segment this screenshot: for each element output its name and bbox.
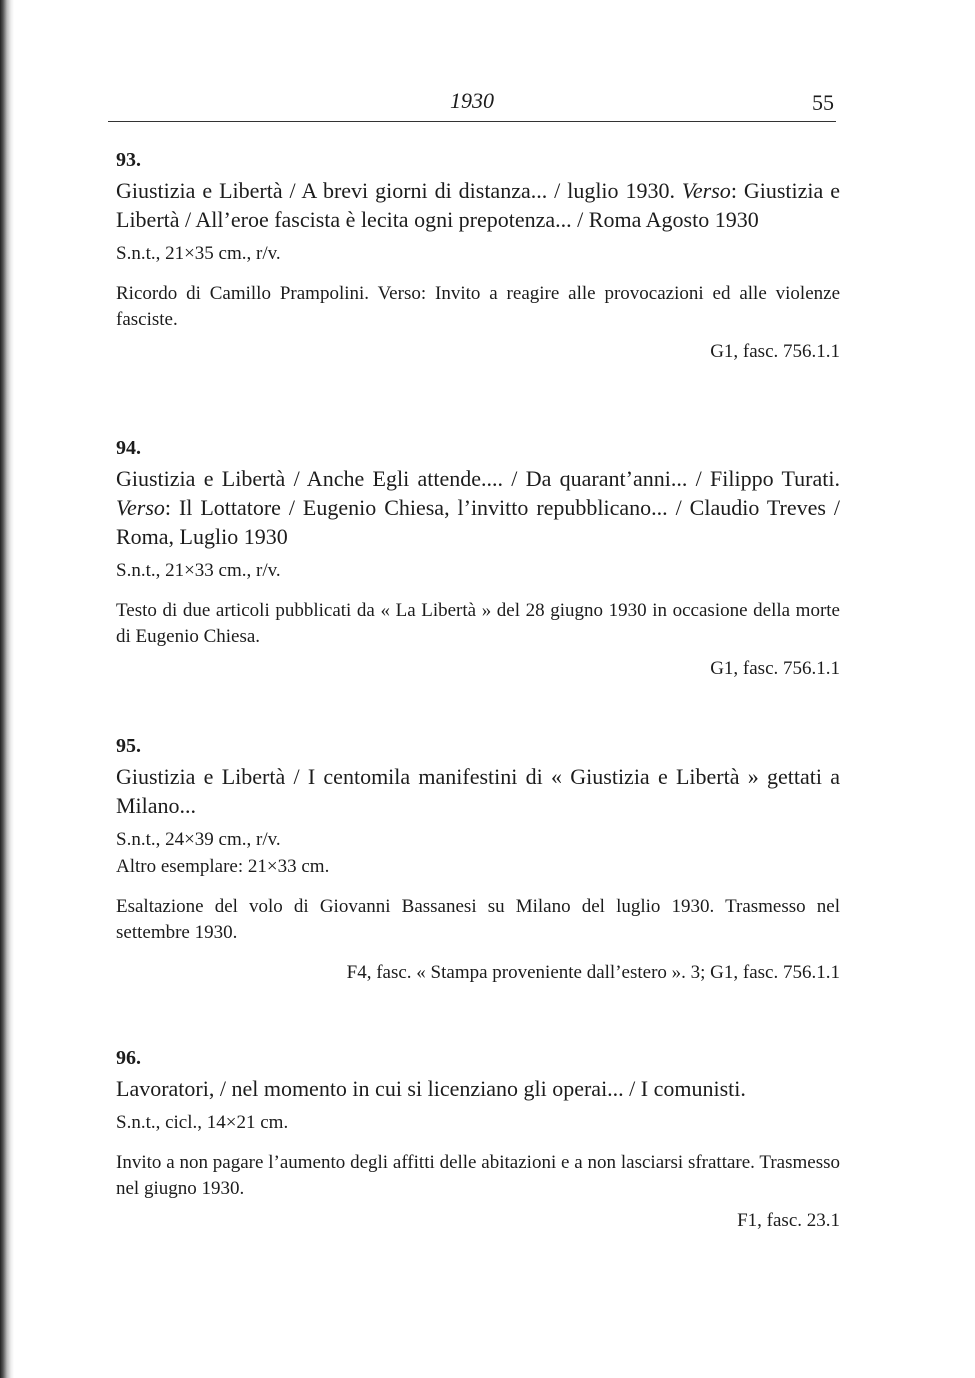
title-part: : Giustizia e Libertà / All’eroe fascista è lecita ogni prepotenza... / Roma Agosto 1930 bbox=[116, 178, 840, 232]
entry-spec: S.n.t., cicl., 14×21 cm. bbox=[116, 1112, 289, 1133]
entry-spec-extra: Altro esemplare: 21×33 cm. bbox=[116, 856, 330, 877]
title-part: Lavoratori, / nel momento in cui si licenziano gli operai... / I comunisti. bbox=[116, 1076, 746, 1101]
catalog-entry-96 bbox=[116, 1046, 840, 1234]
verso-label: Verso bbox=[116, 495, 165, 520]
entry-number: 94. bbox=[116, 437, 141, 459]
running-header-year: 1930 bbox=[450, 88, 494, 113]
title-part: Giustizia e Libertà / Anche Egli attende.... / Da quarant’anni... / Filippo Turati. bbox=[116, 466, 840, 491]
entry-note: Ricordo di Camillo Prampolini. Verso: Invito a reagire alle provocazioni ed alle violenze fasciste. bbox=[116, 283, 840, 330]
entry-number: 93. bbox=[116, 149, 141, 171]
catalog-entry-95 bbox=[116, 734, 840, 986]
entry-reference: F4, fasc. « Stampa proveniente dall’estero ». 3; G1, fasc. 756.1.1 bbox=[346, 962, 840, 983]
catalog-entry-94 bbox=[116, 436, 840, 682]
title-part: Giustizia e Libertà / A brevi giorni di distanza... / luglio 1930. bbox=[116, 178, 682, 203]
entry-title bbox=[116, 1074, 840, 1103]
page-binding-edge bbox=[0, 0, 14, 1378]
entry-spec: S.n.t., 21×35 cm., r/v. bbox=[116, 243, 281, 264]
title-part: : Il Lottatore / Eugenio Chiesa, l’invitto repubblicano... / Claudio Treves / Roma, Luglio 1930 bbox=[116, 495, 840, 549]
entry-number: 95. bbox=[116, 735, 141, 757]
entry-reference: F1, fasc. 23.1 bbox=[737, 1210, 840, 1231]
entry-title bbox=[116, 762, 840, 820]
page-number: 55 bbox=[812, 90, 834, 115]
entry-title bbox=[116, 176, 840, 234]
entry-number: 96. bbox=[116, 1047, 141, 1069]
entry-spec: S.n.t., 21×33 cm., r/v. bbox=[116, 560, 281, 581]
entry-note: Invito a non pagare l’aumento degli affitti delle abitazioni e a non lasciarsi sfrattare. Trasmesso nel giugno 1930. bbox=[116, 1152, 840, 1199]
header-rule bbox=[108, 121, 836, 122]
entry-note: Esaltazione del volo di Giovanni Bassanesi su Milano del luglio 1930. Trasmesso nel settembre 1930. bbox=[116, 896, 840, 943]
entry-reference: G1, fasc. 756.1.1 bbox=[710, 341, 840, 362]
entry-note: Testo di due articoli pubblicati da « La Libertà » del 28 giugno 1930 in occasione della morte di Eugenio Chiesa. bbox=[116, 600, 840, 647]
catalog-entry-93 bbox=[116, 148, 840, 365]
entry-spec: S.n.t., 24×39 cm., r/v. bbox=[116, 829, 281, 850]
entry-reference: G1, fasc. 756.1.1 bbox=[710, 658, 840, 679]
title-part: Giustizia e Libertà / I centomila manifestini di « Giustizia e Libertà » gettati a Milano... bbox=[116, 764, 840, 818]
entry-title bbox=[116, 464, 840, 551]
verso-label: Verso bbox=[681, 178, 731, 203]
